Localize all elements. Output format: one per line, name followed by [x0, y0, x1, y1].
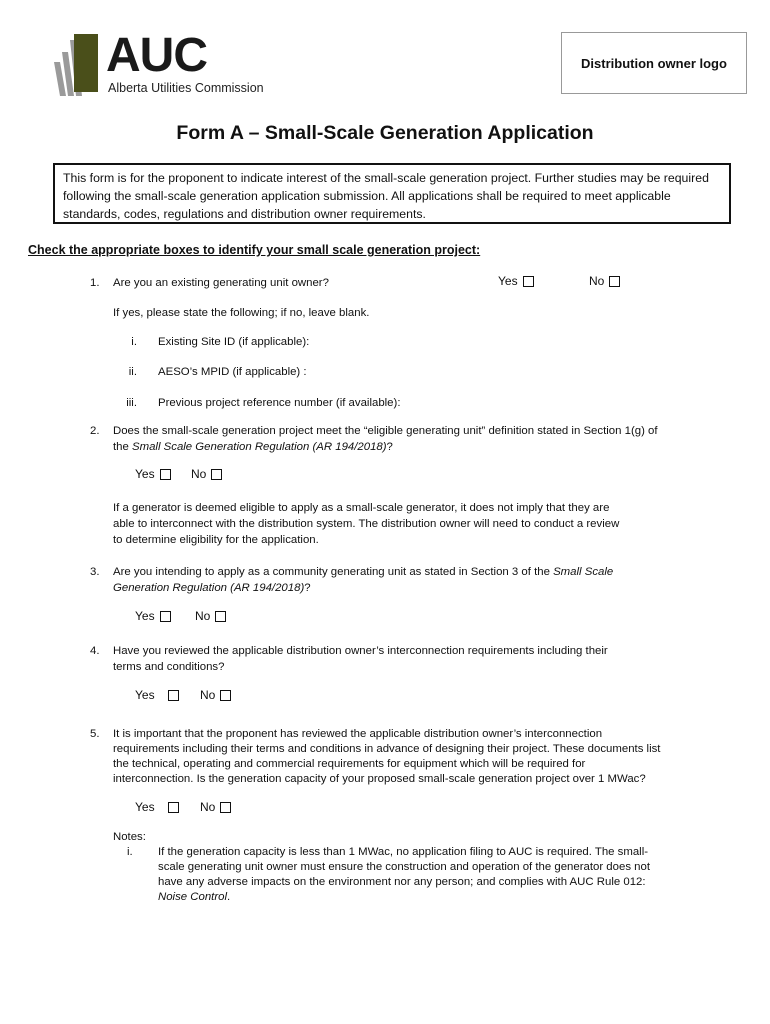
- q2-no-label: No: [191, 467, 207, 481]
- q4-yes-option[interactable]: [135, 688, 179, 702]
- intro-line: following the small-scale generation application submission. All applications shall be required to meet applicable: [63, 189, 671, 203]
- q5-rule-name: Noise Control: [158, 891, 228, 903]
- auc-logo-text: AUC: [106, 29, 207, 82]
- q4-yes-checkbox[interactable]: [168, 690, 179, 701]
- q3-no-option[interactable]: [195, 609, 226, 623]
- q1-text: Are you an existing generating unit owner?: [113, 277, 329, 289]
- q4-text-line: Have you reviewed the applicable distribution owner’s interconnection requirements including their: [113, 645, 608, 657]
- q5-text-line: It is important that the proponent has reviewed the applicable distribution owner’s interconnection: [113, 728, 603, 740]
- q1-item-site-id: Existing Site ID (if applicable):: [158, 336, 310, 348]
- q1-yes-option[interactable]: [498, 274, 534, 288]
- q5-note-line: scale generating unit owner must ensure the construction and operation of the generator does not: [158, 861, 651, 873]
- q2-regulation-name: Small Scale Generation Regulation (AR 194/2018): [132, 441, 387, 453]
- q3-text-part: ?: [304, 582, 311, 594]
- q2-text-line: Does the small-scale generation project meet the “eligible generating unit” definition stated in Section 1(g) of: [113, 425, 658, 437]
- q5-text-line: the technical, operating and commercial requirements for equipment which will be required for: [113, 758, 586, 770]
- intro-line: standards, codes, regulations and distribution owner requirements.: [63, 207, 426, 221]
- intro-line: This form is for the proponent to indicate interest of the small-scale generation project. Further studies may be required: [63, 171, 709, 185]
- q2-yes-label: Yes: [135, 467, 155, 481]
- q4-yes-label: Yes: [135, 688, 155, 702]
- auc-logo-mark-icon: [54, 34, 100, 96]
- q4-text-line: terms and conditions?: [113, 661, 225, 673]
- q1-item-number: iii.: [126, 397, 137, 409]
- q1-no-checkbox[interactable]: [609, 276, 620, 287]
- check-heading: Check the appropriate boxes to identify your small scale generation project:: [28, 243, 481, 257]
- form-title: Form A – Small-Scale Generation Application: [176, 122, 594, 144]
- q2-note-line: able to interconnect with the distribution system. The distribution owner will need to conduct a review: [113, 518, 620, 530]
- q3-yes-checkbox[interactable]: [160, 611, 171, 622]
- q5-yes-label: Yes: [135, 800, 155, 814]
- q2-text-part: ?: [386, 441, 393, 453]
- q1-instruction: If yes, please state the following; if no, leave blank.: [113, 307, 370, 319]
- owner-logo-label: Distribution owner logo: [581, 55, 727, 71]
- q3-yes-option[interactable]: [135, 609, 171, 623]
- q4-no-option[interactable]: [200, 688, 231, 702]
- q1-item-mpid: AESO’s MPID (if applicable) :: [158, 366, 307, 378]
- q4-number: 4.: [90, 645, 100, 657]
- q5-no-checkbox[interactable]: [220, 802, 231, 813]
- q2-yes-checkbox[interactable]: [160, 469, 171, 480]
- q5-text-line: interconnection. Is the generation capacity of your proposed small-scale generation project over 1 MWac?: [113, 773, 646, 785]
- q3-regulation-name: Small Scale: [553, 566, 614, 578]
- q5-text-line: requirements including their terms and conditions in advance of designing their project. These documents list: [113, 743, 661, 755]
- q1-yes-checkbox[interactable]: [523, 276, 534, 287]
- q5-number: 5.: [90, 728, 100, 740]
- distribution-owner-logo-placeholder: [561, 32, 747, 94]
- q1-yes-label: Yes: [498, 274, 518, 288]
- auc-logo-subtitle: Alberta Utilities Commission: [108, 81, 264, 95]
- q5-note-number: i.: [127, 846, 133, 858]
- q2-number: 2.: [90, 425, 100, 437]
- q1-item-reference: Previous project reference number (if available):: [158, 397, 401, 409]
- q2-text-line: [113, 439, 393, 455]
- q3-text-line: [113, 564, 613, 580]
- q1-no-label: No: [589, 274, 605, 288]
- q2-text-part: the: [113, 441, 132, 453]
- q1-item-number: i.: [131, 336, 137, 348]
- q2-note-line: to determine eligibility for the application.: [113, 534, 319, 546]
- q5-note-part: .: [227, 891, 231, 903]
- q5-yes-option[interactable]: [135, 800, 179, 814]
- q1-no-option[interactable]: [589, 274, 620, 288]
- q3-regulation-name: Generation Regulation (AR 194/2018): [113, 582, 305, 594]
- q2-no-checkbox[interactable]: [211, 469, 222, 480]
- q5-no-label: No: [200, 800, 216, 814]
- q3-number: 3.: [90, 566, 100, 578]
- q1-item-number: ii.: [128, 366, 137, 378]
- q3-yes-label: Yes: [135, 609, 155, 623]
- q1-number: 1.: [90, 277, 100, 289]
- q4-no-label: No: [200, 688, 216, 702]
- q2-yes-option[interactable]: [135, 467, 171, 481]
- q3-text-part: Are you intending to apply as a community generating unit as stated in Section 3 of the: [113, 566, 554, 578]
- intro-box: [53, 163, 731, 224]
- q4-no-checkbox[interactable]: [220, 690, 231, 701]
- q3-no-label: No: [195, 609, 211, 623]
- q5-no-option[interactable]: [200, 800, 231, 814]
- q5-note-line: [158, 889, 230, 905]
- q3-text-line: [113, 580, 311, 596]
- q2-no-option[interactable]: [191, 467, 222, 481]
- q5-yes-checkbox[interactable]: [168, 802, 179, 813]
- q2-note-line: If a generator is deemed eligible to apply as a small-scale generator, it does not imply that they are: [113, 502, 610, 514]
- q5-note-line: have any adverse impacts on the environment nor any person; and complies with AUC Rule 012:: [158, 876, 646, 888]
- q5-notes-label: Notes:: [113, 831, 146, 843]
- q5-note-line: If the generation capacity is less than 1 MWac, no application filing to AUC is required. The small-: [158, 846, 649, 858]
- q3-no-checkbox[interactable]: [215, 611, 226, 622]
